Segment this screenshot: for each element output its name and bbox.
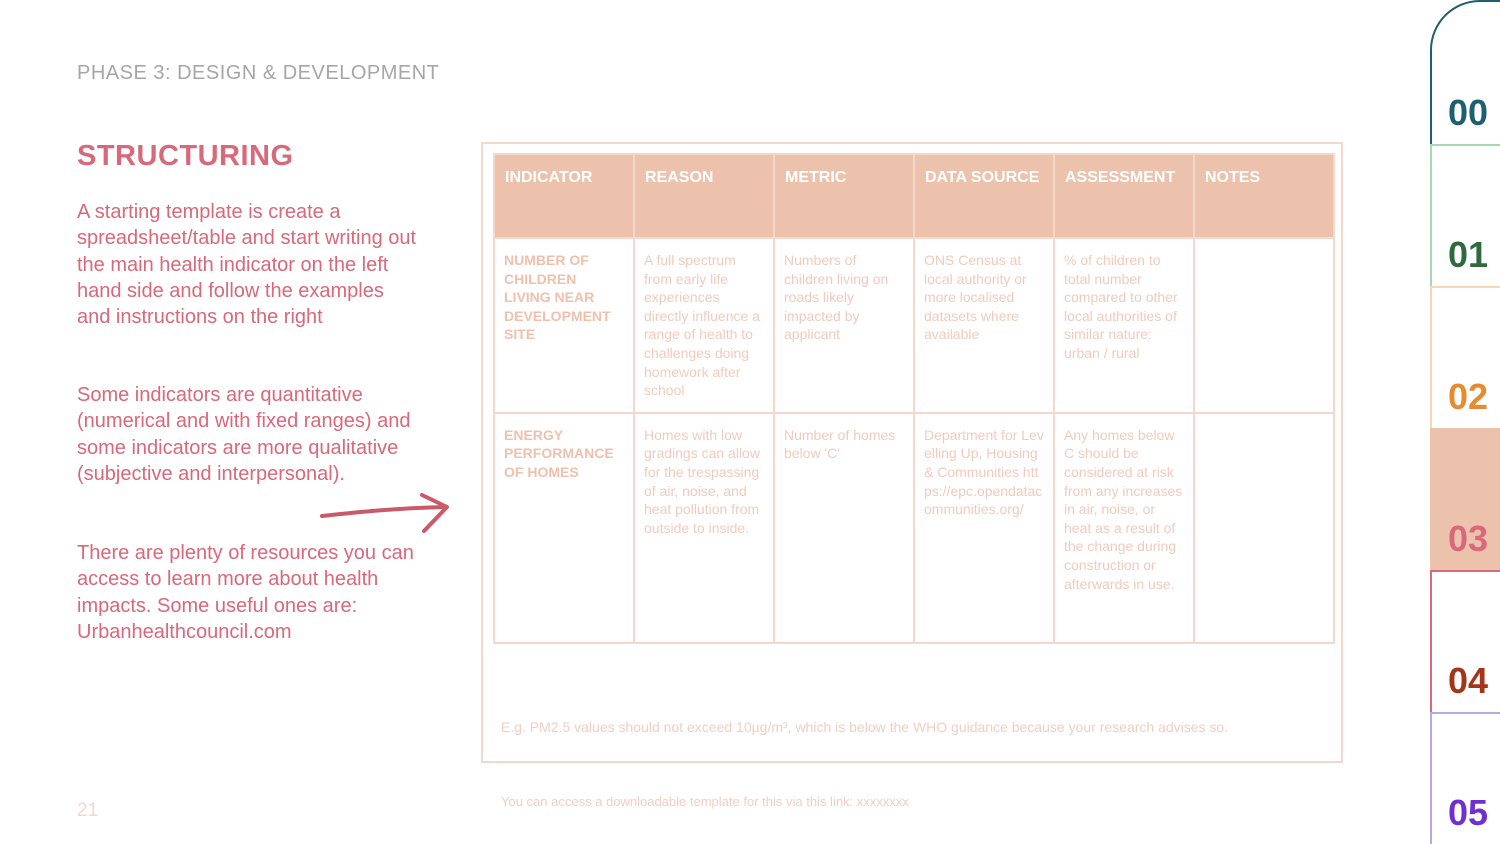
table-row (494, 413, 1334, 643)
indicator-table (493, 153, 1335, 644)
template-link-note[interactable]: You can access a downloadable template for this via this link: xxxxxxxx (501, 794, 909, 809)
table-header-row (494, 154, 1334, 238)
resources-paragraph: There are plenty of resources you can access to learn more about health impacts. Some useful ones are: (77, 542, 414, 617)
metric-cell: Numbers of children living on roads likely impacted by applicant (774, 238, 914, 413)
column-header: NOTES (1194, 154, 1334, 238)
nav-tab-01[interactable] (1430, 144, 1500, 286)
column-header: REASON (634, 154, 774, 238)
indicator-cell: ENERGY PERFORMANCE OF HOMES (494, 413, 634, 643)
nav-tab-04[interactable] (1430, 570, 1500, 712)
reason-cell: Homes with low gradings can allow for the trespassing of air, noise, and heat pollution from outside to inside. (634, 413, 774, 643)
notes-cell (1194, 238, 1334, 413)
nav-tab-02[interactable] (1430, 286, 1500, 428)
assessment-cell: % of children to total number compared to other local authorities of similar nature: urban / rural (1054, 238, 1194, 413)
example-note: E.g. PM2.5 values should not exceed 10µg/m³, which is below the WHO guidance because your research advises so. (501, 719, 1229, 735)
section-title: STRUCTURING (77, 140, 294, 172)
indicator-cell: NUMBER OF CHILDREN LIVING NEAR DEVELOPMENT SITE (494, 238, 634, 413)
column-header: ASSESSMENT (1054, 154, 1194, 238)
nav-tab-label: 05 (1447, 792, 1488, 833)
intro-paragraph: A starting template is create a spreadsheet/table and start writing out the main health indicator on the left hand side and follow the examples and instructions on the right (77, 201, 417, 329)
resource-link[interactable]: Urbanhealthcouncil.com (77, 620, 292, 643)
page-number: 21 (77, 800, 99, 821)
assessment-cell: Any homes below C should be considered at risk from any increases in air, noise, or heat as a result of the change during construction or afterwards in use. (1054, 413, 1194, 643)
nav-tab-label: 03 (1447, 518, 1488, 559)
column-header: INDICATOR (494, 154, 634, 238)
nav-tab-05[interactable] (1430, 712, 1500, 844)
nav-tab-03[interactable] (1430, 428, 1500, 570)
data-source-cell: Department for Levelling Up, Housing & Communities https://epc.opendatacommunities.org/ (914, 413, 1054, 643)
nav-tab-label: 04 (1447, 660, 1488, 701)
nav-tab-label: 01 (1447, 234, 1488, 275)
arrow-icon (318, 490, 453, 540)
nav-tab-00[interactable] (1430, 0, 1500, 144)
column-header: DATA SOURCE (914, 154, 1054, 238)
indicator-types-paragraph: Some indicators are quantitative (numerical and with fixed ranges) and some indicators are more qualitative (subjective and interpersonal). (77, 384, 411, 485)
column-header: METRIC (774, 154, 914, 238)
resources-block (77, 540, 422, 645)
metric-cell: Number of homes below 'C' (774, 413, 914, 643)
data-source-cell: ONS Census at local authority or more localised datasets where available (914, 238, 1054, 413)
reason-cell: A full spectrum from early life experiences directly influence a range of health to challenges doing homework after school (634, 238, 774, 413)
notes-cell (1194, 413, 1334, 643)
phase-label: PHASE 3: DESIGN & DEVELOPMENT (77, 62, 440, 84)
nav-tab-label: 02 (1447, 376, 1488, 417)
nav-tab-label: 00 (1447, 92, 1488, 133)
table-row (494, 238, 1334, 413)
